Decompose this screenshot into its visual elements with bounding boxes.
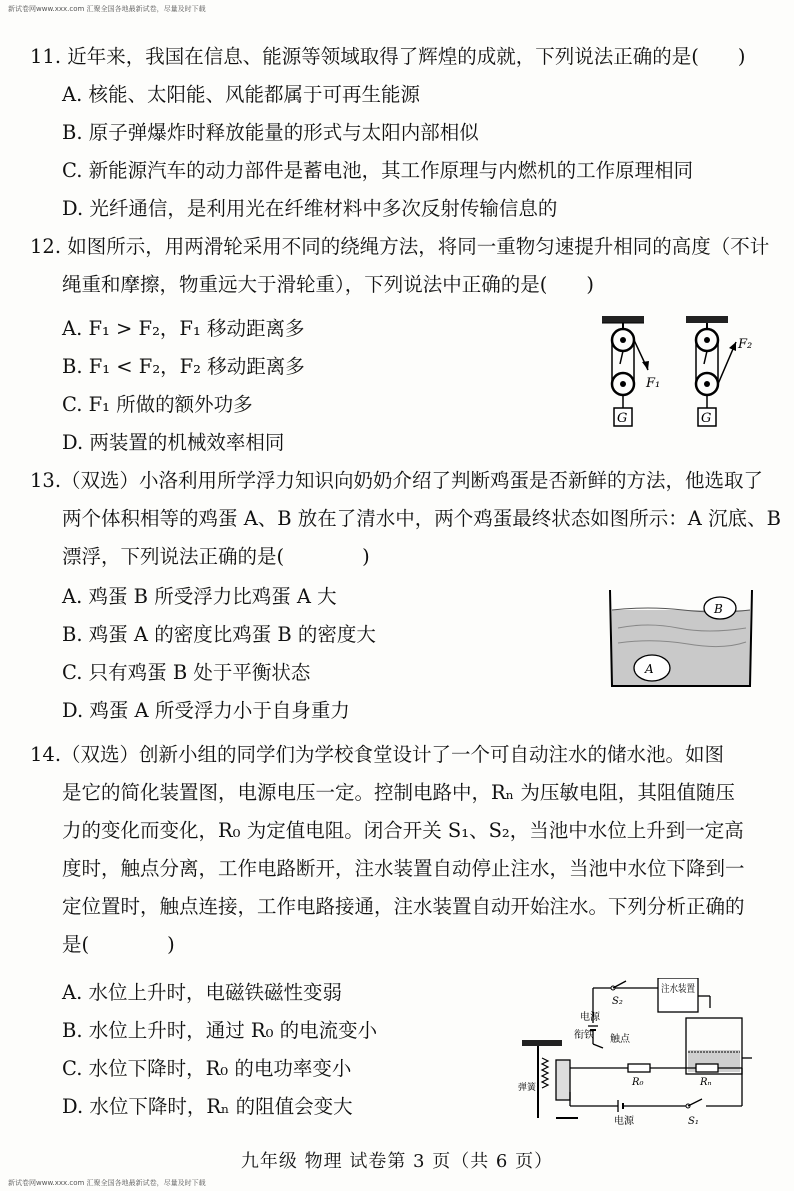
q12-stem-line2: 绳重和摩擦，物重远大于滑轮重），下列说法中正确的是( ) bbox=[62, 273, 594, 296]
iron-label: 衔铁 bbox=[574, 1030, 594, 1041]
q14-stem-line4: 度时，触点分离，工作电路断开，注水装置自动停止注水，当池中水位下降到一 bbox=[62, 857, 745, 880]
q11-option-d: D. 光纤通信，是利用光在纤维材料中多次反射传输信息的 bbox=[62, 197, 558, 220]
q13-option-d: D. 鸡蛋 A 所受浮力小于自身重力 bbox=[62, 699, 350, 722]
q13-option-c: C. 只有鸡蛋 B 处于平衡状态 bbox=[62, 661, 311, 684]
q12-option-d: D. 两装置的机械效率相同 bbox=[62, 431, 285, 454]
resistor-r0-label: R₀ bbox=[632, 1077, 644, 1088]
switch-s1-label: S₁ bbox=[688, 1116, 699, 1127]
q14-stem-line3: 力的变化而变化，R₀ 为定值电阻。闭合开关 S₁、S₂，当池中水位上升到一定高 bbox=[62, 819, 744, 842]
resistor-rn bbox=[696, 1064, 718, 1072]
q12-stem-line1: 12. 如图所示，用两滑轮采用不同的绕绳方法，将同一重物匀速提升相同的高度（不计 bbox=[30, 235, 770, 258]
q12-option-a: A. F₁ > F₂，F₁ 移动距离多 bbox=[62, 317, 305, 340]
ceiling-left bbox=[602, 316, 644, 323]
resistor-r0 bbox=[628, 1064, 650, 1072]
power-bottom-label: 电源 bbox=[614, 1116, 634, 1127]
q11-option-b: B. 原子弹爆炸时释放能量的形式与太阳内部相似 bbox=[62, 121, 479, 144]
q14-option-b: B. 水位上升时，通过 R₀ 的电流变小 bbox=[62, 1019, 378, 1042]
spring-label: 弹簧 bbox=[518, 1083, 537, 1093]
water-injector-label: 注水装置 bbox=[661, 984, 701, 995]
switch-s2-label: S₂ bbox=[612, 996, 623, 1007]
q14-stem-line1: 14.（双选）创新小组的同学们为学校食堂设计了一个可自动注水的储水池。如图 bbox=[30, 743, 725, 766]
q14-option-d: D. 水位下降时，Rₙ 的阻值会变大 bbox=[62, 1095, 353, 1118]
electromagnet bbox=[556, 1060, 570, 1100]
power-top-label: 电源 bbox=[580, 1012, 600, 1023]
switch-s2 bbox=[613, 981, 626, 988]
q14-stem-line6: 是( ) bbox=[62, 933, 175, 956]
q14-stem-line5: 定位置时，触点连接，工作电路接通，注水装置自动开始注水。下列分析正确的 bbox=[62, 895, 745, 918]
force-f2-label: F₂ bbox=[738, 337, 753, 352]
pulley-figure bbox=[590, 312, 770, 447]
q11-option-a: A. 核能、太阳能、风能都属于可再生能源 bbox=[62, 83, 420, 106]
q14-stem-line2: 是它的简化装置图，电源电压一定。控制电路中，Rₙ 为压敏电阻，其阻值随压 bbox=[62, 781, 735, 804]
q12-option-c: C. F₁ 所做的额外功多 bbox=[62, 393, 253, 416]
iron-armature bbox=[522, 1040, 562, 1046]
egg-b-label: B bbox=[714, 602, 723, 616]
circuit-figure bbox=[518, 978, 758, 1128]
switch-s1 bbox=[688, 1099, 702, 1106]
header-watermark: 新试卷网www.xxx.com 汇聚全国各地最新试卷，尽量及时下载 bbox=[8, 5, 206, 13]
footer-watermark: 新试卷网www.xxx.com 汇聚全国各地最新试卷，尽量及时下载 bbox=[8, 1179, 206, 1187]
q12-option-b: B. F₁ < F₂，F₂ 移动距离多 bbox=[62, 355, 305, 378]
weight-left-label: G bbox=[617, 411, 628, 426]
beaker-figure bbox=[608, 588, 758, 690]
resistor-rn-label: Rₙ bbox=[700, 1077, 712, 1088]
water bbox=[612, 610, 750, 686]
q14-option-a: A. 水位上升时，电磁铁磁性变弱 bbox=[62, 981, 342, 1004]
weight-right-label: G bbox=[701, 411, 712, 426]
spring bbox=[542, 1058, 548, 1088]
contact-label: 触点 bbox=[610, 1034, 630, 1045]
force-f1-label: F₁ bbox=[646, 376, 661, 391]
ceiling-right bbox=[686, 316, 728, 323]
q13-stem-line1: 13.（双选）小洛利用所学浮力知识向奶奶介绍了判断鸡蛋是否新鲜的方法，他选取了 bbox=[30, 469, 764, 492]
q13-option-b: B. 鸡蛋 A 的密度比鸡蛋 B 的密度大 bbox=[62, 623, 376, 646]
q13-stem-line2: 两个体积相等的鸡蛋 A、B 放在了清水中，两个鸡蛋最终状态如图所示：A 沉底、B bbox=[62, 507, 781, 530]
egg-a-label: A bbox=[645, 662, 654, 676]
q11-stem: 11. 近年来，我国在信息、能源等领域取得了辉煌的成就，下列说法正确的是( ) bbox=[30, 45, 746, 68]
page-footer: 九年级 物理 试卷第 3 页（共 6 页） bbox=[240, 1151, 554, 1172]
q13-stem-line3: 漂浮，下列说法正确的是( ) bbox=[62, 545, 370, 568]
q14-option-c: C. 水位下降时，R₀ 的电功率变小 bbox=[62, 1057, 352, 1080]
q11-option-c: C. 新能源汽车的动力部件是蓄电池，其工作原理与内燃机的工作原理相同 bbox=[62, 159, 694, 182]
q13-option-a: A. 鸡蛋 B 所受浮力比鸡蛋 A 大 bbox=[62, 585, 337, 608]
